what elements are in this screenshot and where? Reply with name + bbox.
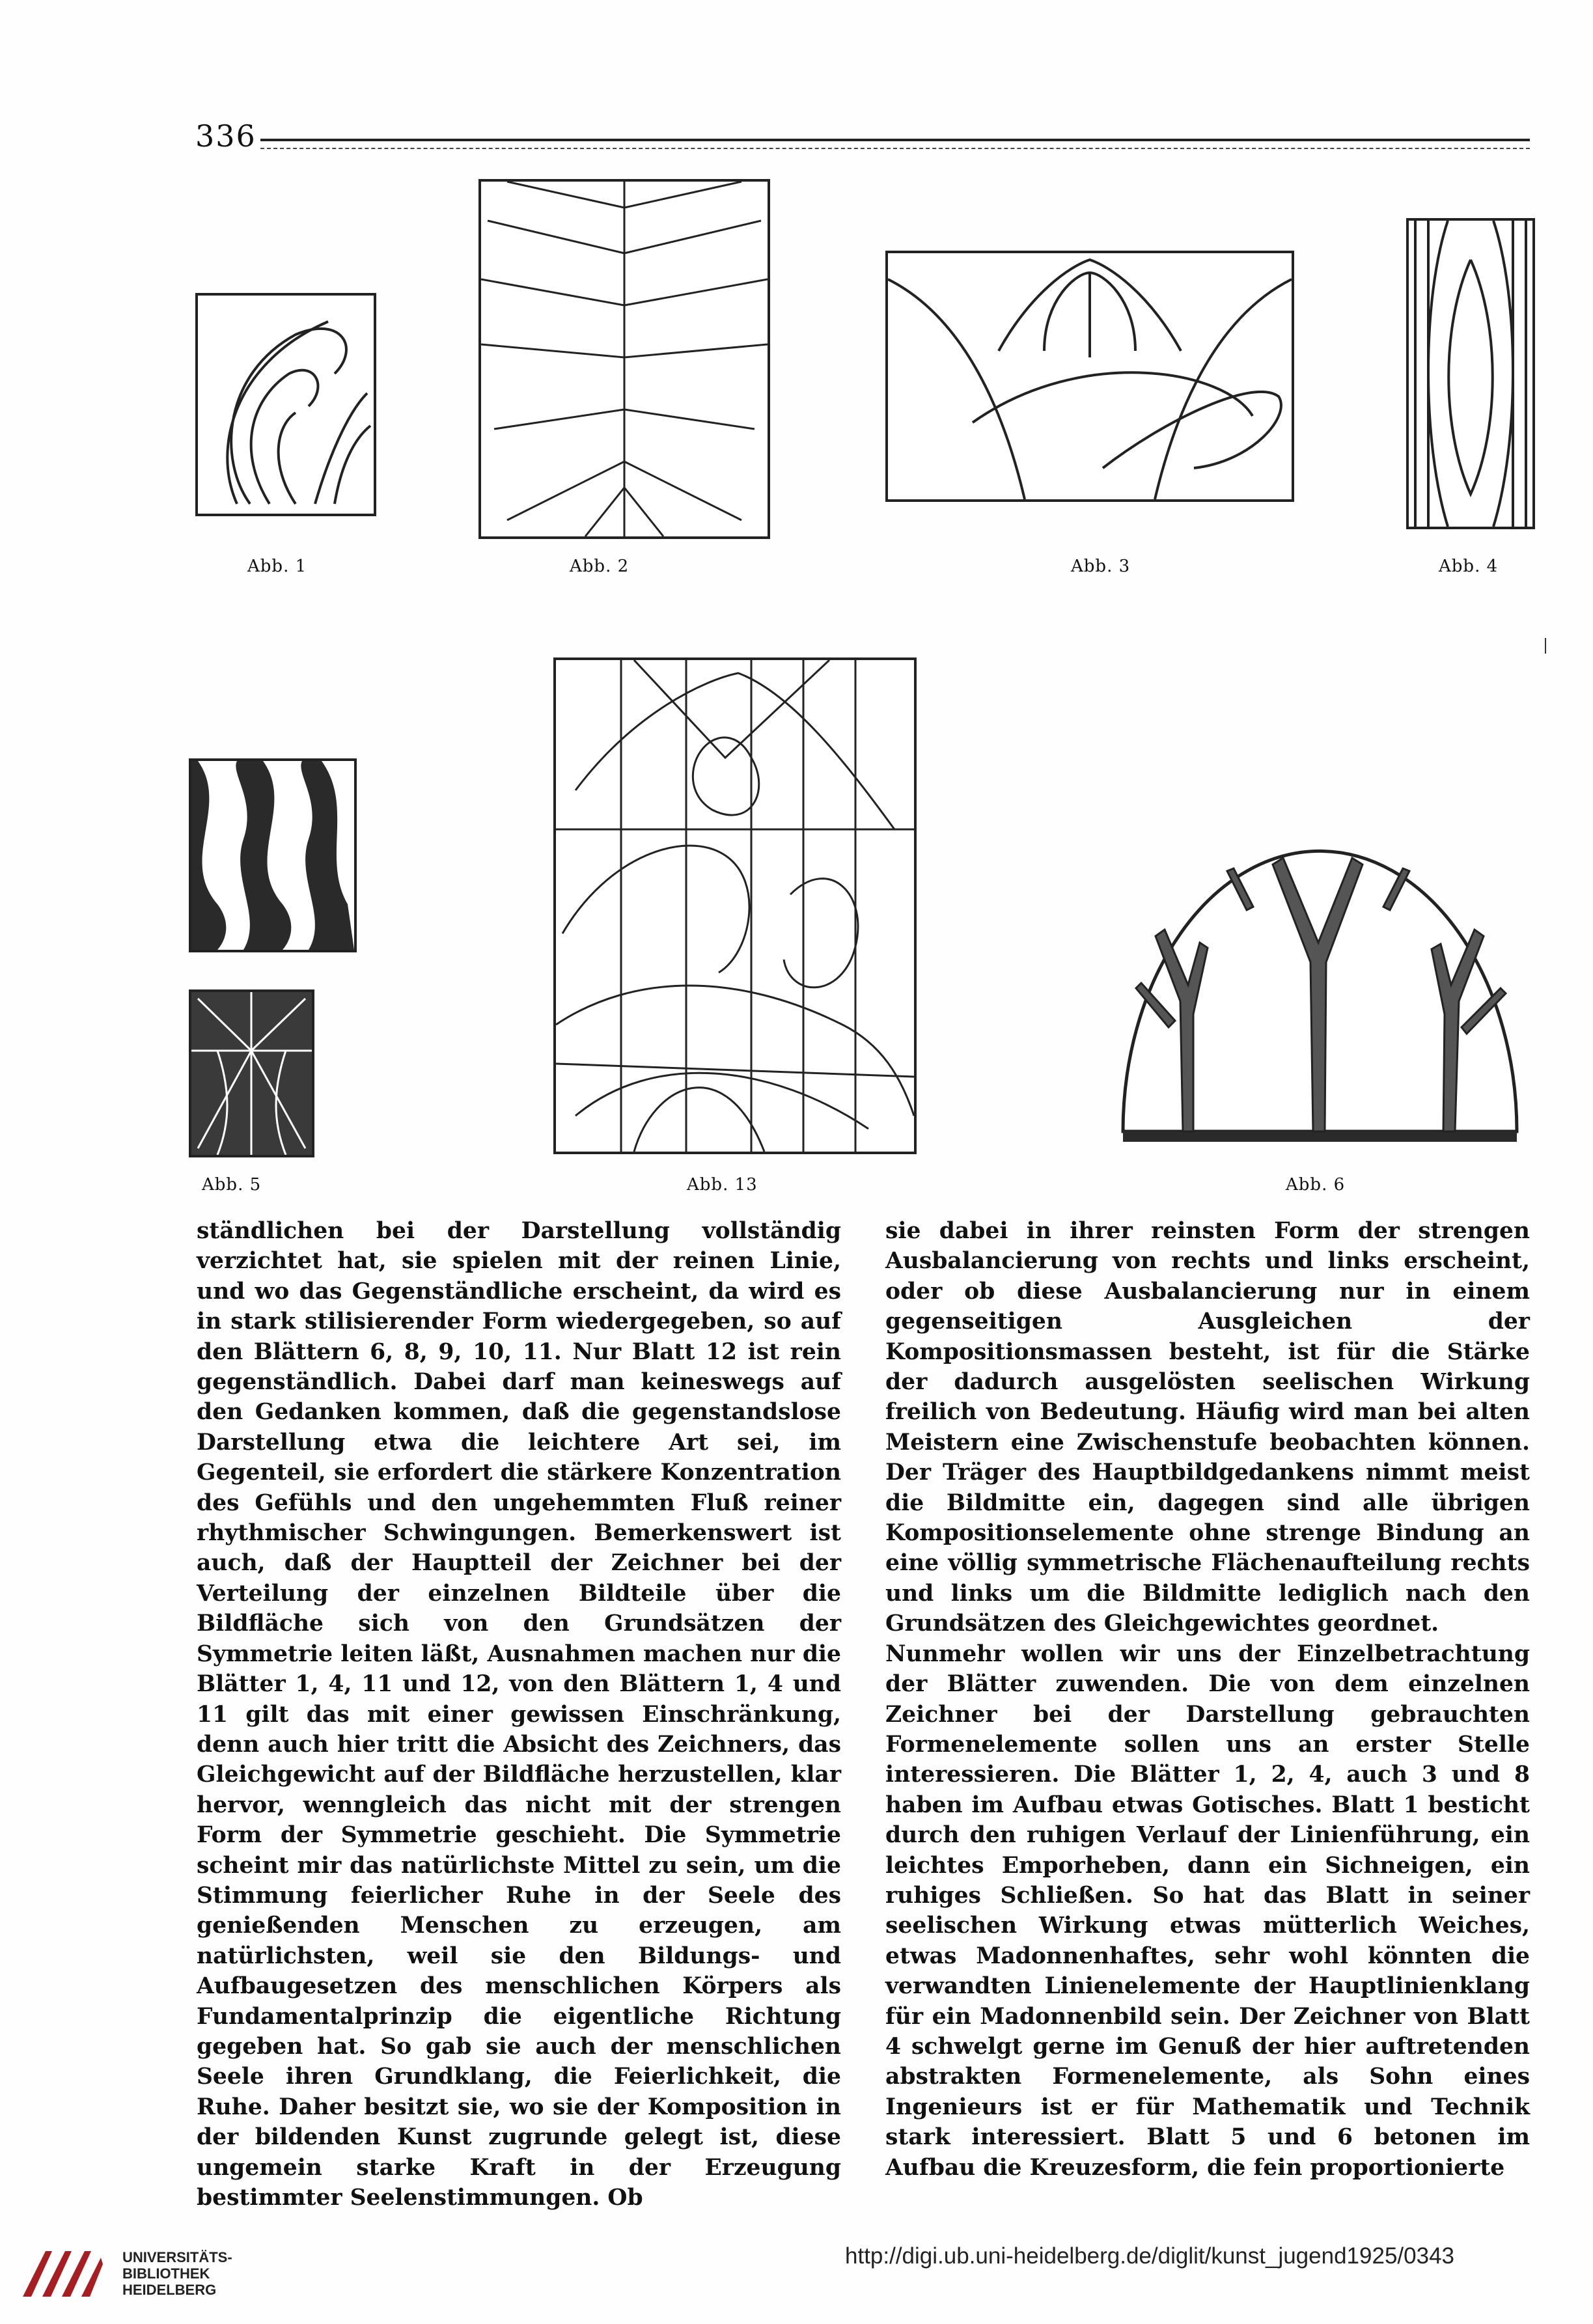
figure-abb4-drawing — [1409, 221, 1532, 527]
figure-abb5-top — [189, 758, 357, 952]
margin-mark — [1545, 638, 1546, 654]
caption-abb4: Abb. 4 — [1439, 557, 1499, 576]
figure-abb1 — [195, 293, 376, 516]
figure-abb13-drawing — [556, 660, 914, 1152]
library-name: UNIVERSITÄTS- BIBLIOTHEK HEIDELBERG — [122, 2249, 232, 2298]
figure-abb13 — [553, 657, 917, 1154]
figure-abb5-top-drawing — [191, 761, 354, 950]
library-logo-icon — [20, 2245, 104, 2299]
figure-abb5-bottom — [189, 989, 314, 1157]
figure-abb2 — [478, 179, 770, 539]
figure-abb6 — [1110, 832, 1530, 1151]
figure-abb3-drawing — [888, 253, 1292, 499]
figure-abb1-drawing — [198, 296, 374, 514]
figure-abb2-drawing — [481, 182, 768, 536]
header-rule — [260, 139, 1530, 149]
caption-abb3: Abb. 3 — [1071, 557, 1131, 576]
caption-abb5: Abb. 5 — [202, 1175, 262, 1195]
source-url-link[interactable]: http://digi.ub.uni-heidelberg.de/diglit/kunst_jugend1925/0343 — [845, 2243, 1454, 2269]
page-number: 336 — [195, 118, 256, 154]
caption-abb1: Abb. 1 — [247, 557, 307, 576]
figure-abb5-bottom-drawing — [191, 992, 312, 1155]
body-text-right-column: sie dabei in ihrer reinsten Form der strengen Ausbalancierung von rechts und links erscheint, oder ob diese Ausbalancierung nur in einem gegenseitigen Ausgleichen der Kompositionsmassen besteht, ist für die Stärke der dadurch ausgelösten seelischen Wirkung freilich von Bedeutung. Häufig wird man bei alten Meistern eine Zwischenstufe beobachten können. Der Träger des Hauptbildgedankens nimmt meist die Bildmitte ein, dagegen sind alle übrigen Kompositionselemente ohne strenge Bindung an eine völlig symmetrische Flächenaufteilung rechts und links um die Bildmitte lediglich nach den Grundsätzen des Gleichgewichtes geordnet. Nunmehr wollen wir uns der Einzelbetrachtung der Blätter zuwenden. Die von dem einzelnen Zeichner bei der Darstellung gebrauchten Formenelemente sollen uns an erster Stelle interessieren. Die Blätter 1, 2, 4, auch 3 und 8 haben im Aufbau etwas Gotisches. Blatt 1 besticht durch den ruhigen Verlauf der Linienführung, ein leichtes Emporheben, dann ein Sichneigen, ein ruhiges Schließen. So hat das Blatt in seiner seelischen Wirkung etwas mütterlich Weiches, etwas Madonnenhaftes, sehr wohl könnten die verwandten Linienelemente der Hauptlinienklang für ein Madonnenbild sein. Der Zeichner von Blatt 4 schwelgt gerne im Genuß der hier auftretenden abstrakten Formenelemente, als Sohn eines Ingenieurs ist er für Mathematik und Technik stark interessiert. Blatt 5 und 6 betonen im Aufbau die Kreuzesform, die fein proportionierte — [885, 1218, 1530, 2181]
caption-abb6: Abb. 6 — [1286, 1175, 1346, 1195]
figure-abb4 — [1406, 218, 1535, 529]
caption-abb2: Abb. 2 — [570, 557, 630, 576]
caption-abb13: Abb. 13 — [687, 1175, 758, 1195]
body-text-left-column: ständlichen bei der Darstellung vollständig verzichtet hat, sie spielen mit der reinen Linie, und wo das Gegenständliche erscheint, da wird es in stark stilisierender Form wiedergegeben, so auf den Blättern 6, 8, 9, 10, 11. Nur Blatt 12 ist rein gegenständlich. Dabei darf man keineswegs auf den Gedanken kommen, daß die gegenstandslose Darstellung etwa die leichtere Art sei, im Gegenteil, sie erfordert die stärkere Konzentration des Gefühls und den ungehemmten Fluß reiner rhythmischer Schwingungen. Bemerkenswert ist auch, daß der Hauptteil der Zeichner bei der Verteilung der einzelnen Bildteile über die Bildfläche sich von den Grundsätzen der Symmetrie leiten läßt, Ausnahmen machen nur die Blätter 1, 4, 11 und 12, von den Blättern 1, 4 und 11 gilt das mit einer gewissen Einschränkung, denn auch hier tritt die Absicht des Zeichners, das Gleichgewicht auf der Bildfläche herzustellen, klar hervor, wenngleich das nicht mit der strengen Form der Symmetrie geschieht. Die Symmetrie scheint mir das natürlichste Mittel zu sein, um die Stimmung feierlicher Ruhe in der Seele des genießenden Menschen zu erzeugen, am natürlichsten, weil sie den Bildungs- und Aufbaugesetzen des menschlichen Körpers als Fundamentalprinzip die eigentliche Richtung gegeben hat. So gab sie auch der menschlichen Seele ihren Grundklang, die Feierlichkeit, die Ruhe. Daher besitzt sie, wo sie der Komposition in der bildenden Kunst zugrunde gelegt ist, diese ungemein starke Kraft in der Erzeugung bestimmter Seelenstimmungen. Ob — [197, 1218, 841, 2211]
figure-abb6-drawing — [1110, 832, 1530, 1151]
figure-abb3 — [885, 251, 1294, 502]
